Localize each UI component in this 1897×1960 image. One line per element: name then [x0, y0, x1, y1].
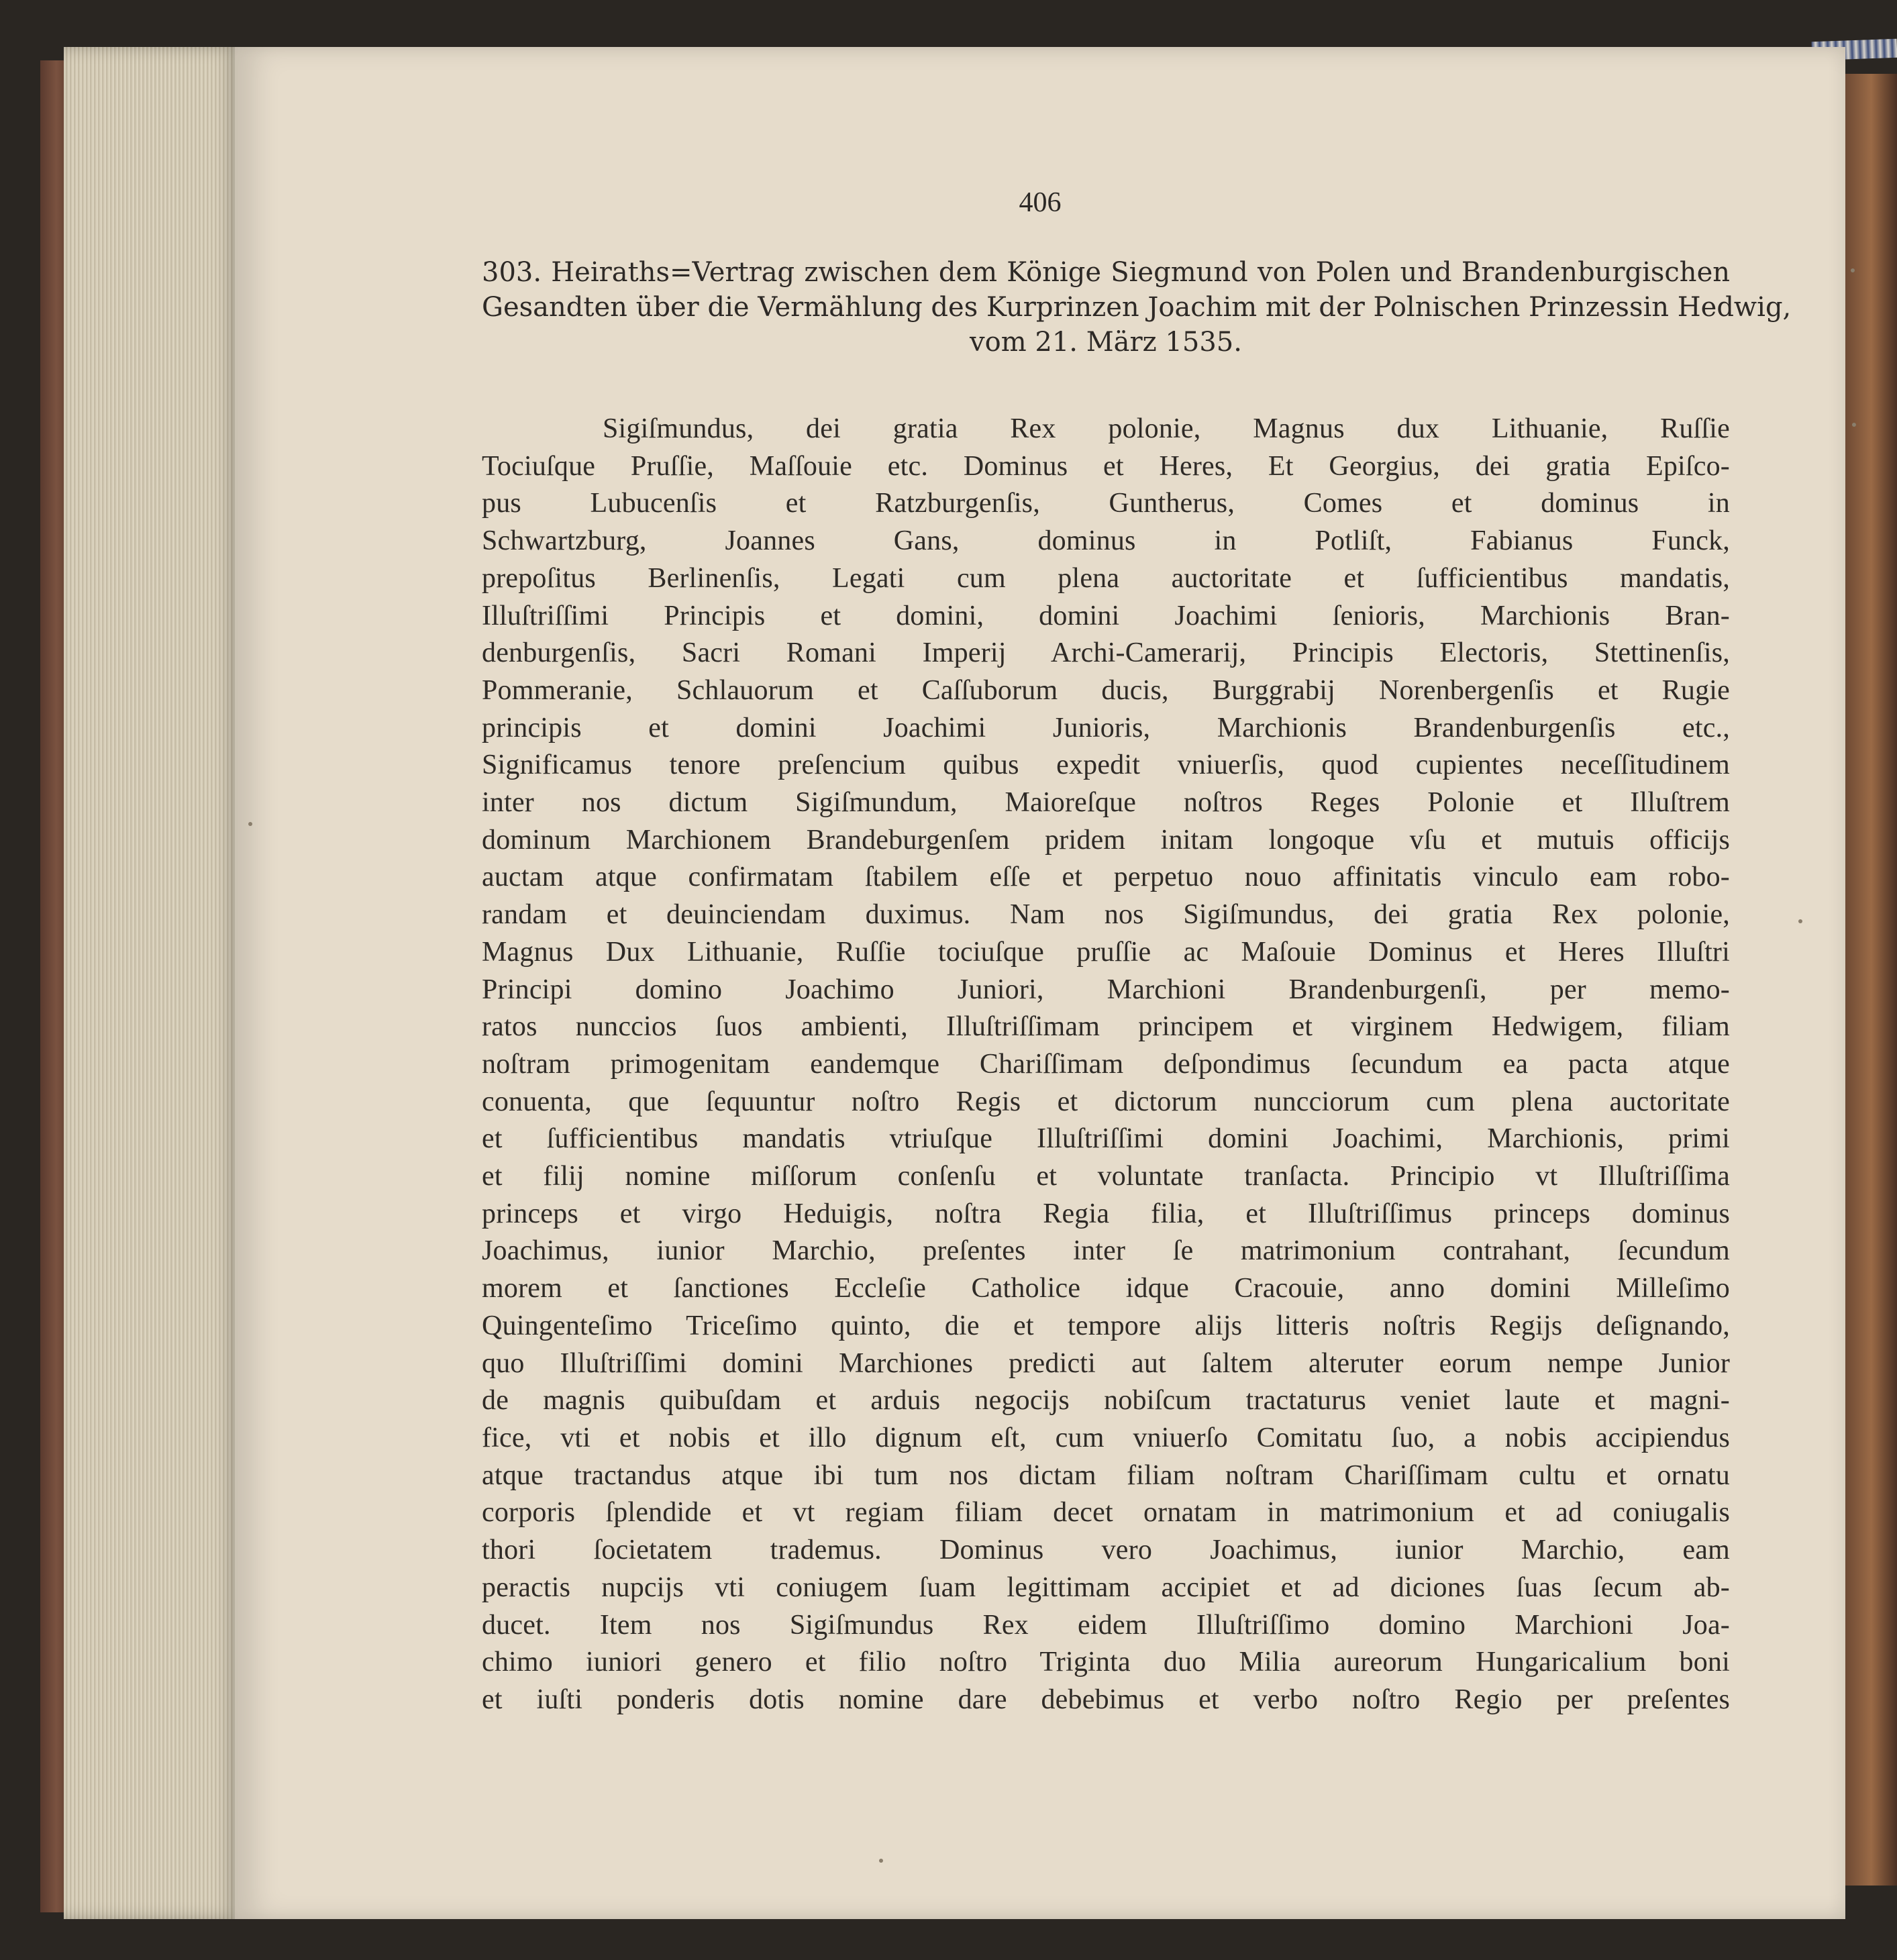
text-line: et ſufficientibus mandatis vtriuſque Illuſtriſſimi domini Joachimi, Marchionis, primi — [482, 1123, 1730, 1155]
book-cover-right — [1845, 74, 1897, 1886]
page-speck — [1852, 423, 1856, 427]
text-line: dominum Marchionem Brandeburgenſem pridem initam longoque vſu et mutuis officijs — [482, 824, 1730, 856]
text-line: auctam atque confirmatam ſtabilem eſſe et perpetuo nouo affinitatis vinculo eam robo- — [482, 862, 1730, 893]
text-line: conuenta, que ſequuntur noſtro Regis et dictorum nuncciorum cum plena auctoritate — [482, 1086, 1730, 1117]
page-speck — [248, 822, 252, 826]
text-line: Illuſtriſſimi Principis et domini, domini Joachimi ſenioris, Marchionis Bran- — [482, 600, 1730, 631]
text-line: randam et deuinciendam duximus. Nam nos Sigiſmundus, dei gratia Rex polonie, — [482, 899, 1730, 931]
text-line: chimo iuniori genero et filio noſtro Triginta duo Milia aureorum Hungaricalium boni — [482, 1647, 1730, 1678]
heading-number: 303. — [482, 257, 542, 288]
text-line: atque tractandus atque ibi tum nos dictam filiam noſtram Chariſſimam cultu et ornatu — [482, 1459, 1730, 1491]
text-line: Significamus tenore preſencium quibus expedit vniuerſis, quod cupientes neceſſitudinem — [482, 750, 1730, 781]
text-line: Tociuſque Pruſſie, Maſſouie etc. Dominus et Heres, Et Georgius, dei gratia Epiſco- — [482, 450, 1730, 482]
page-speck — [879, 1859, 883, 1863]
text-line: pus Lubucenſis et Ratzburgenſis, Guntherus, Comes et dominus in — [482, 488, 1730, 519]
text-line: Schwartzburg, Joannes Gans, dominus in Potliſt, Fabianus Funck, — [482, 525, 1730, 557]
text-line: et filij nomine miſſorum conſenſu et voluntate tranſacta. Principio vt Illuſtriſſima — [482, 1161, 1730, 1192]
page-speck — [1798, 919, 1802, 923]
text-line: morem et ſanctiones Eccleſie Catholice idque Cracouie, anno domini Milleſimo — [482, 1273, 1730, 1304]
text-line: quo Illuſtriſſimi domini Marchiones predicti aut ſaltem alteruter eorum nempe Junior — [482, 1347, 1730, 1379]
text-line: Joachimus, iunior Marchio, preſentes inter ſe matrimonium contrahant, ſecundum — [482, 1235, 1730, 1267]
text-line: Pommeranie, Schlauorum et Caſſuborum ducis, Burggrabij Norenbergenſis et Rugie — [482, 674, 1730, 706]
text-line: Principi domino Joachimo Juniori, Marchioni Brandenburgenſi, per memo- — [482, 974, 1730, 1005]
heading-line-text: Heiraths=Vertrag zwischen dem Könige Siegmund von Polen und Brandenburgischen — [551, 257, 1731, 288]
page-number: 406 — [1019, 187, 1062, 218]
text-line: Magnus Dux Lithuanie, Ruſſie tociuſque pruſſie ac Maſouie Dominus et Heres Illuſtri — [482, 936, 1730, 968]
text-line: prepoſitus Berlinenſis, Legati cum plena auctoritate et ſufficientibus mandatis, — [482, 562, 1730, 594]
heading-line — [482, 255, 1730, 290]
text-line: Sigiſmundus, dei gratia Rex polonie, Magnus dux Lithuanie, Ruſſie — [603, 413, 1730, 444]
text-line: corporis ſplendide et vt regiam filiam decet ornatam in matrimonium et ad coniugalis — [482, 1497, 1730, 1529]
heading-date-line: vom 21. März 1535. — [970, 327, 1242, 358]
text-line: et iuſti ponderis dotis nomine dare debebimus et verbo noſtro Regio per preſentes — [482, 1684, 1730, 1715]
document-heading — [482, 255, 1792, 360]
text-line: de magnis quibuſdam et arduis negocijs nobiſcum tractaturus veniet laute et magni- — [482, 1385, 1730, 1416]
text-line: principis et domini Joachimi Junioris, Marchionis Brandenburgenſis etc., — [482, 712, 1730, 743]
text-line: thori ſocietatem trademus. Dominus vero Joachimus, iunior Marchio, eam — [482, 1535, 1730, 1566]
text-line: denburgenſis, Sacri Romani Imperij Archi-Camerarij, Principis Electoris, Stettinenſis, — [482, 637, 1730, 669]
text-line: peractis nupcijs vti coniugem ſuam legittimam accipiet et ad diciones ſuas ſecum ab- — [482, 1571, 1730, 1603]
heading-line: Gesandten über die Vermählung des Kurprinzen Joachim mit der Polnischen Prinzessin Hedwig, — [482, 292, 1792, 323]
text-line: ducet. Item nos Sigiſmundus Rex eidem Illuſtriſſimo domino Marchioni Joa- — [482, 1609, 1730, 1641]
text-line: Quingenteſimo Triceſimo quinto, die et tempore alijs litteris noſtris Regijs deſignando, — [482, 1310, 1730, 1341]
text-line: fice, vti et nobis et illo dignum eſt, cum vniuerſo Comitatu ſuo, a nobis accipiendus — [482, 1422, 1730, 1453]
text-line: noſtram primogenitam eandemque Chariſſimam deſpondimus ſecundum ea pacta atque — [482, 1048, 1730, 1080]
text-line: princeps et virgo Heduigis, noſtra Regia filia, et Illuſtriſſimus princeps dominus — [482, 1198, 1730, 1229]
text-line: ratos nunccios ſuos ambienti, Illuſtriſſimam principem et virginem Hedwigem, filiam — [482, 1011, 1730, 1043]
document-body — [482, 411, 1730, 1719]
text-line: inter nos dictum Sigiſmundum, Maioreſque noſtros Reges Polonie et Illuſtrem — [482, 787, 1730, 819]
page-edges-left — [64, 47, 238, 1919]
page-speck — [1851, 268, 1855, 272]
